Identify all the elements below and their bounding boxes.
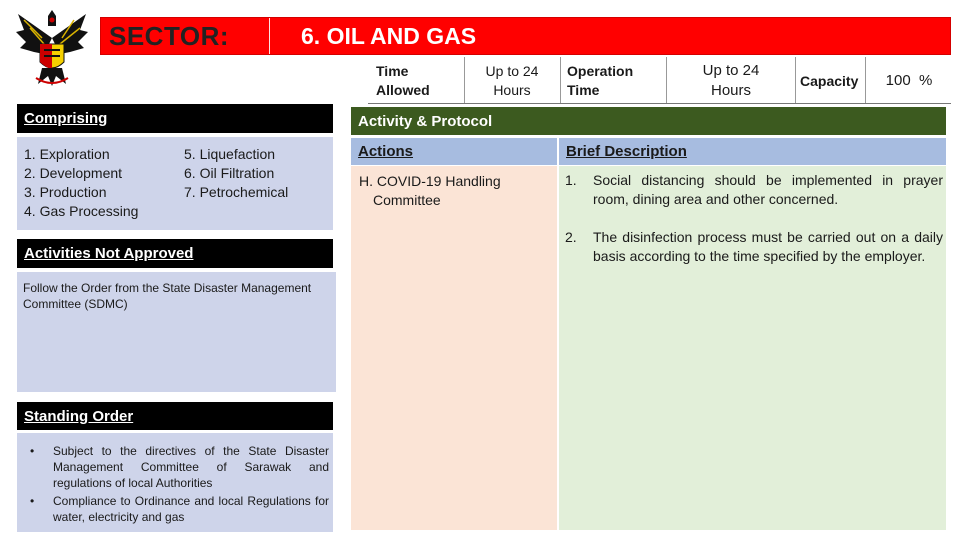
- list-item: 2. Development: [24, 165, 123, 181]
- activity-protocol-header: Activity & Protocol: [351, 107, 946, 135]
- comprising-header: Comprising: [17, 104, 333, 133]
- sarawak-coat-of-arms-icon: [14, 8, 90, 88]
- bullet-icon: •: [30, 494, 35, 508]
- list-item: 4. Gas Processing: [24, 203, 139, 219]
- sector-label: SECTOR:: [109, 21, 230, 51]
- info-divider: [666, 57, 667, 104]
- time-allowed-label: Time Allowed: [376, 62, 430, 98]
- brief-description-column: [559, 166, 946, 530]
- sector-banner: [100, 17, 951, 55]
- info-divider: [865, 57, 866, 104]
- info-divider: [560, 57, 561, 104]
- description-item: 1. Social distancing should be implemented in prayer room, dining area and other concerned.: [565, 172, 943, 207]
- action-item: H. COVID-19 Handling Committee: [359, 173, 501, 208]
- activities-not-approved-text: Follow the Order from the State Disaster Management Committee (SDMC): [23, 281, 312, 311]
- sector-title: 6. OIL AND GAS: [301, 23, 477, 49]
- standing-order-header: Standing Order: [17, 402, 333, 430]
- description-item: 2. The disinfection process must be carried out on a daily basis according to the time specified by the employer.: [565, 229, 943, 264]
- comprising-panel: [17, 137, 333, 230]
- info-divider: [464, 57, 465, 104]
- operation-time-value: Up to 24 Hours: [702, 61, 760, 99]
- bullet-icon: •: [30, 444, 35, 458]
- list-item: 1. Exploration: [24, 146, 110, 162]
- operation-time-label: Operation Time: [567, 62, 634, 98]
- activities-not-approved-header: Activities Not Approved: [17, 239, 333, 268]
- actions-column-header: Actions: [351, 138, 557, 165]
- capacity-value: 100 %: [885, 72, 933, 89]
- info-divider: [795, 57, 796, 104]
- time-allowed-value: Up to 24 Hours: [485, 62, 539, 98]
- actions-column: [351, 166, 557, 530]
- activities-not-approved-panel: [17, 272, 336, 392]
- list-item: 3. Production: [24, 184, 107, 200]
- list-item: 5. Liquefaction: [184, 146, 276, 162]
- list-item: 6. Oil Filtration: [184, 165, 275, 181]
- info-row-underline: [368, 103, 951, 104]
- capacity-label: Capacity: [800, 72, 859, 89]
- banner-divider: [269, 18, 270, 54]
- standing-order-panel: • Subject to the directives of the State Disaster Management Committee of Sarawak and regulations of local Authorities • Compliance to Ordinance and local Regulations for water, electricity and gas: [17, 433, 333, 532]
- list-item: 7. Petrochemical: [184, 184, 289, 200]
- brief-description-column-header: Brief Description: [559, 138, 946, 165]
